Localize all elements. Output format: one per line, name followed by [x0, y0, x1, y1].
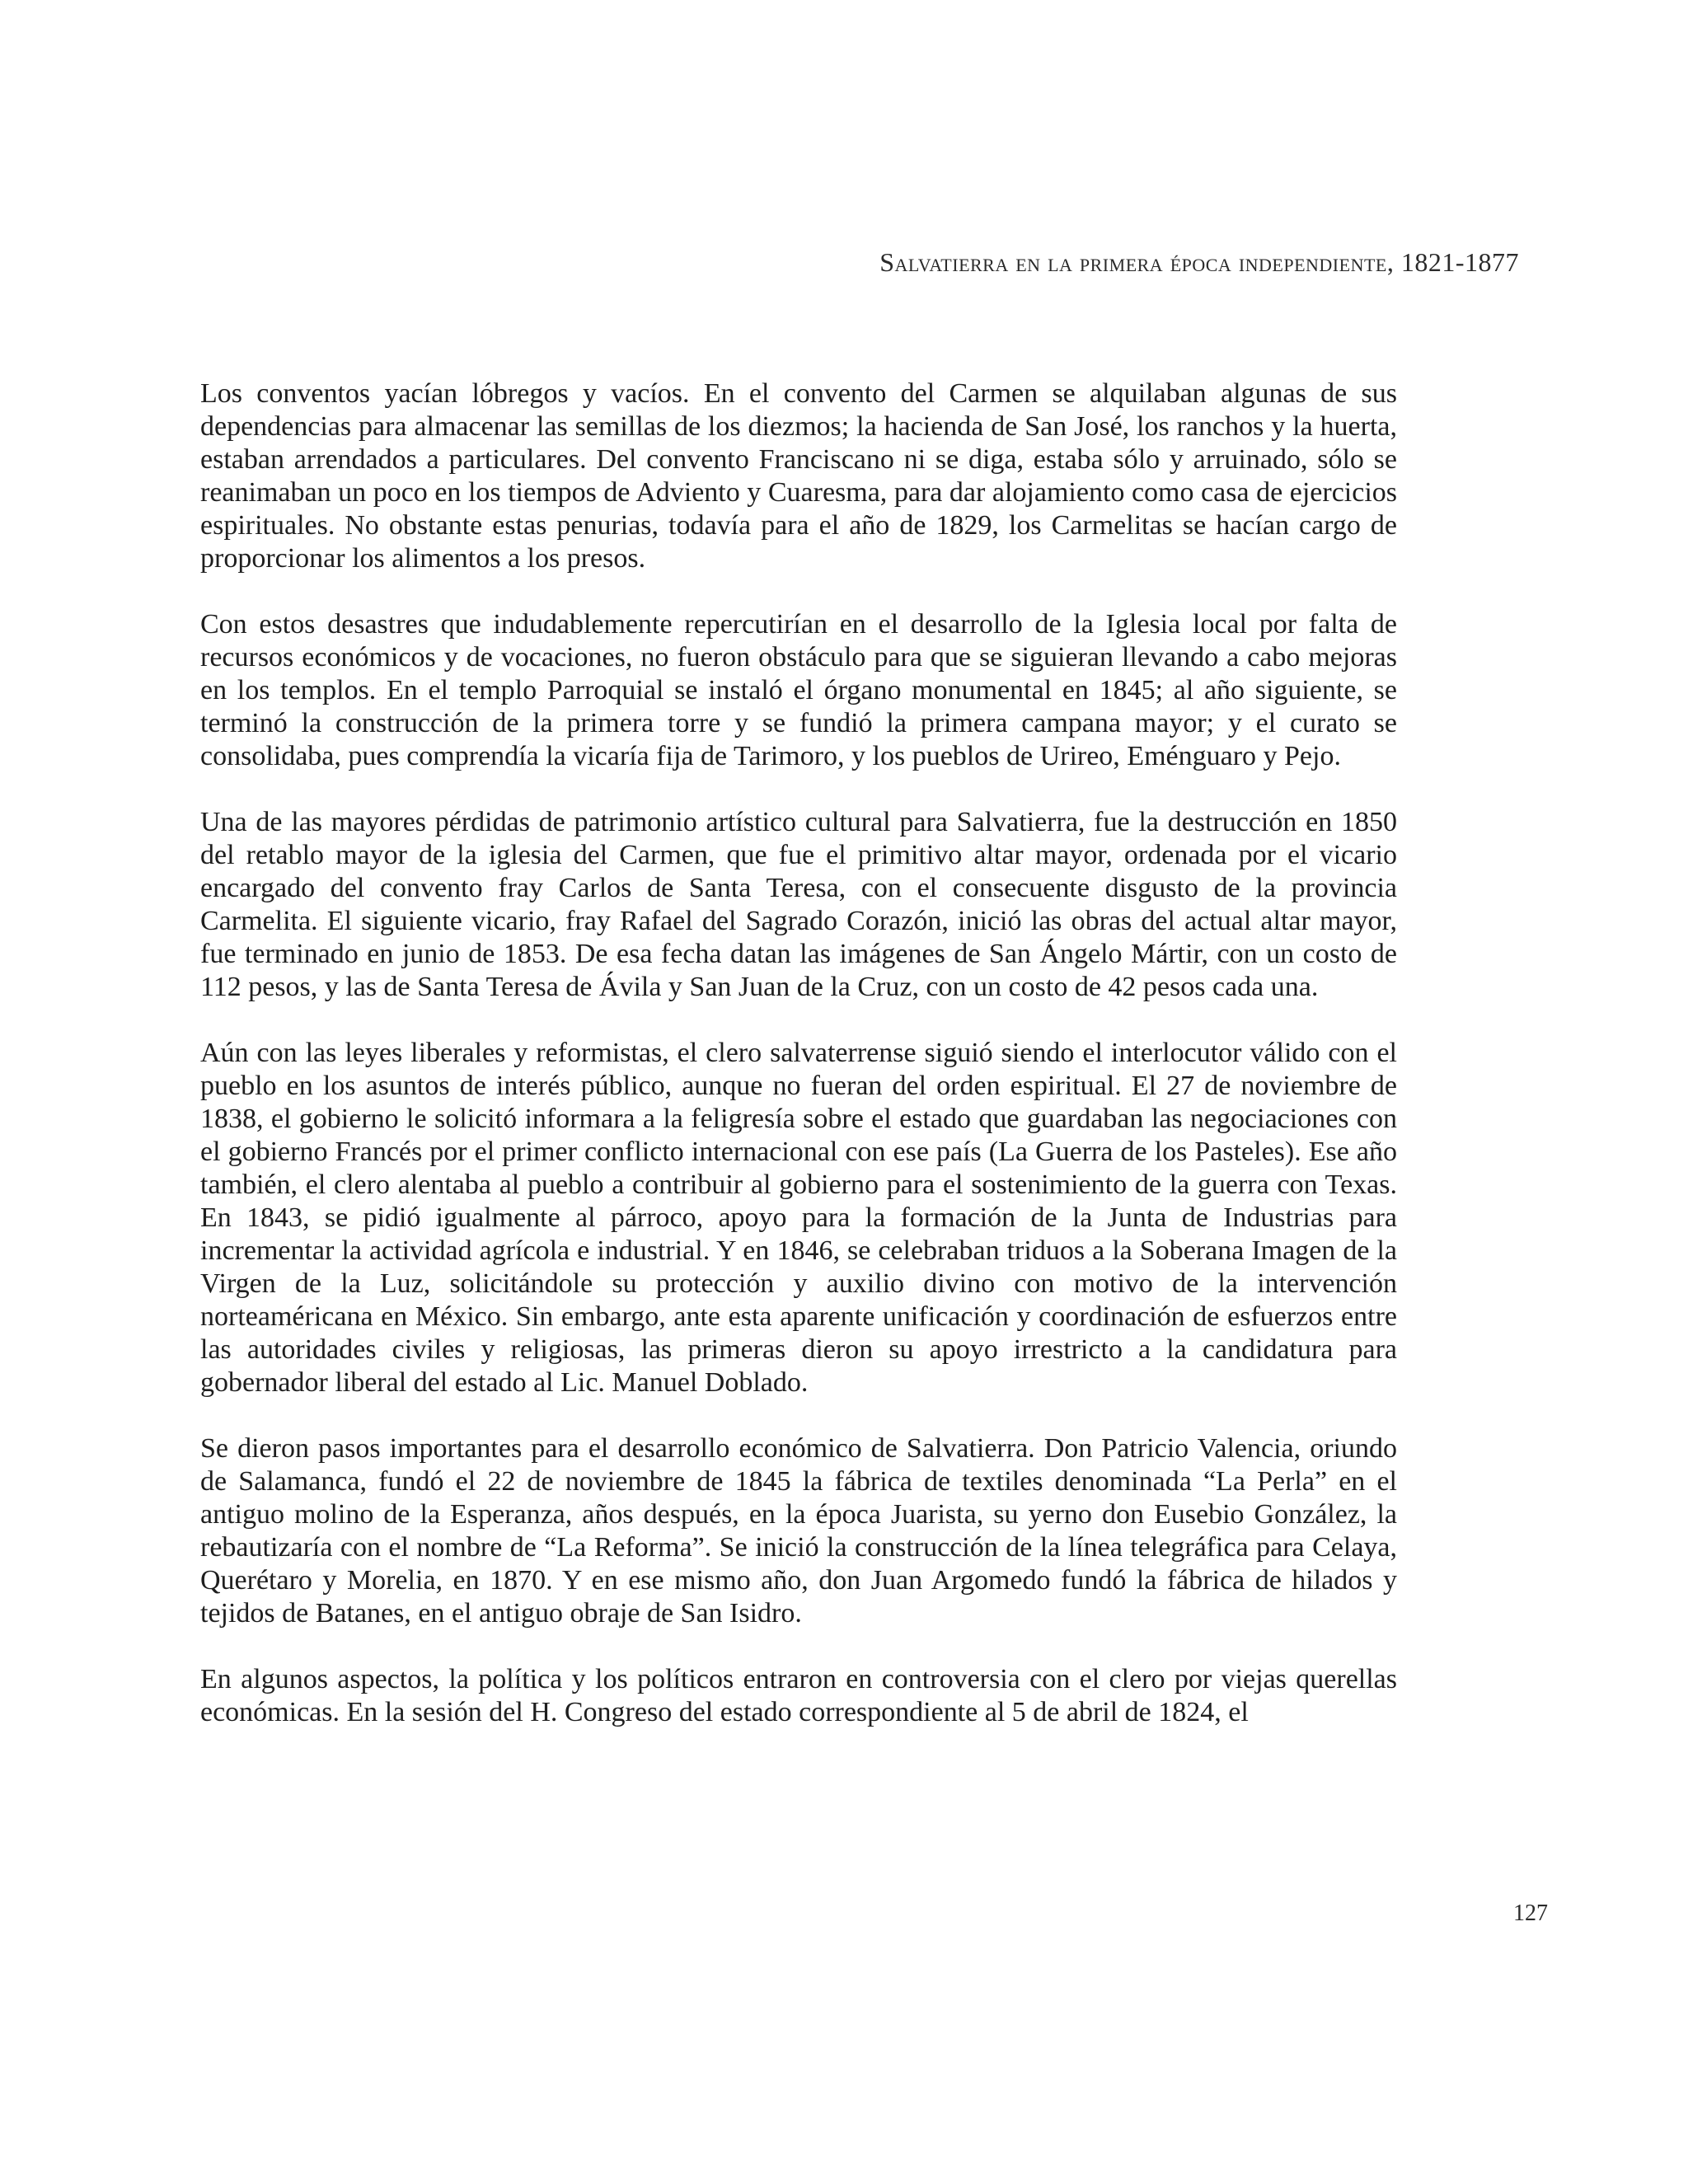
running-header: Salvatierra en la primera época independiente, 1821-1877	[879, 247, 1519, 277]
body-text	[200, 377, 1397, 1729]
paragraph: Se dieron pasos importantes para el desarrollo económico de Salvatierra. Don Patricio Valencia, oriundo de Salamanca, fundó el 22 de noviembre de 1845 la fábrica de textiles denominada “La Perla” en el antiguo molino de la Esperanza, años después, en la época Juarista, su yerno don Eusebio González, la rebautizaría con el nombre de “La Reforma”. Se inició la construcción de la línea telegráfica para Celaya, Querétaro y Morelia, en 1870. Y en ese mismo año, don Juan Argomedo fundó la fábrica de hilados y tejidos de Batanes, en el antiguo obraje de San Isidro.	[200, 1433, 1397, 1629]
paragraph: Aún con las leyes liberales y reformistas, el clero salvaterrense siguió siendo el interlocutor válido con el pueblo en los asuntos de interés público, aunque no fueran del orden espiritual. El 27 de noviembre de 1838, el gobierno le solicitó informara a la feligresía sobre el estado que guardaban las negociaciones con el gobierno Francés por el primer conflicto internacional con ese país (La Guerra de los Pasteles). Ese año también, el clero alentaba al pueblo a contribuir al gobierno para el sostenimiento de la guerra con Texas. En 1843, se pidió igualmente al párroco, apoyo para la formación de la Junta de Industrias para incrementar la actividad agrícola e industrial. Y en 1846, se celebraban triduos a la Soberana Imagen de la Virgen de la Luz, solicitándole su protección y auxilio divino con motivo de la intervención norteaméricana en México. Sin embargo, ante esta aparente unificación y coordinación de esfuerzos entre las autoridades civiles y religiosas, las primeras dieron su apoyo irrestricto a la candidatura para gobernador liberal del estado al Lic. Manuel Doblado.	[200, 1038, 1397, 1398]
page-number: 127	[1513, 1900, 1548, 1926]
paragraph: Con estos desastres que indudablemente repercutirían en el desarrollo de la Iglesia local por falta de recursos económicos y de vocaciones, no fueron obstáculo para que se siguieran llevando a cabo mejoras en los templos. En el templo Parroquial se instaló el órgano monumental en 1845; al año siguiente, se terminó la construcción de la primera torre y se fundió la primera campana mayor; y el curato se consolidaba, pues comprendía la vicaría fija de Tarimoro, y los pueblos de Urireo, Eménguaro y Pejo.	[200, 609, 1397, 771]
paragraph: Una de las mayores pérdidas de patrimonio artístico cultural para Salvatierra, fue la destrucción en 1850 del retablo mayor de la iglesia del Carmen, que fue el primitivo altar mayor, ordenada por el vicario encargado del convento fray Carlos de Santa Teresa, con el consecuente disgusto de la provincia Carmelita. El siguiente vicario, fray Rafael del Sagrado Corazón, inició las obras del actual altar mayor, fue terminado en junio de 1853. De esa fecha datan las imágenes de San Ángelo Mártir, con un costo de 112 pesos, y las de Santa Teresa de Ávila y San Juan de la Cruz, con un costo de 42 pesos cada una.	[200, 807, 1397, 1002]
paragraph: Los conventos yacían lóbregos y vacíos. En el convento del Carmen se alquilaban algunas de sus dependencias para almacenar las semillas de los diezmos; la hacienda de San José, los ranchos y la huerta, estaban arrendados a particulares. Del convento Franciscano ni se diga, estaba sólo y arruinado, sólo se reanimaban un poco en los tiempos de Adviento y Cuaresma, para dar alojamiento como casa de ejercicios espirituales. No obstante estas penurias, todavía para el año de 1829, los Carmelitas se hacían cargo de proporcionar los alimentos a los presos.	[200, 378, 1397, 574]
paragraph: En algunos aspectos, la política y los políticos entraron en controversia con el clero por viejas querellas económicas. En la sesión del H. Congreso del estado correspondiente al 5 de abril de 1824, el	[200, 1664, 1397, 1727]
